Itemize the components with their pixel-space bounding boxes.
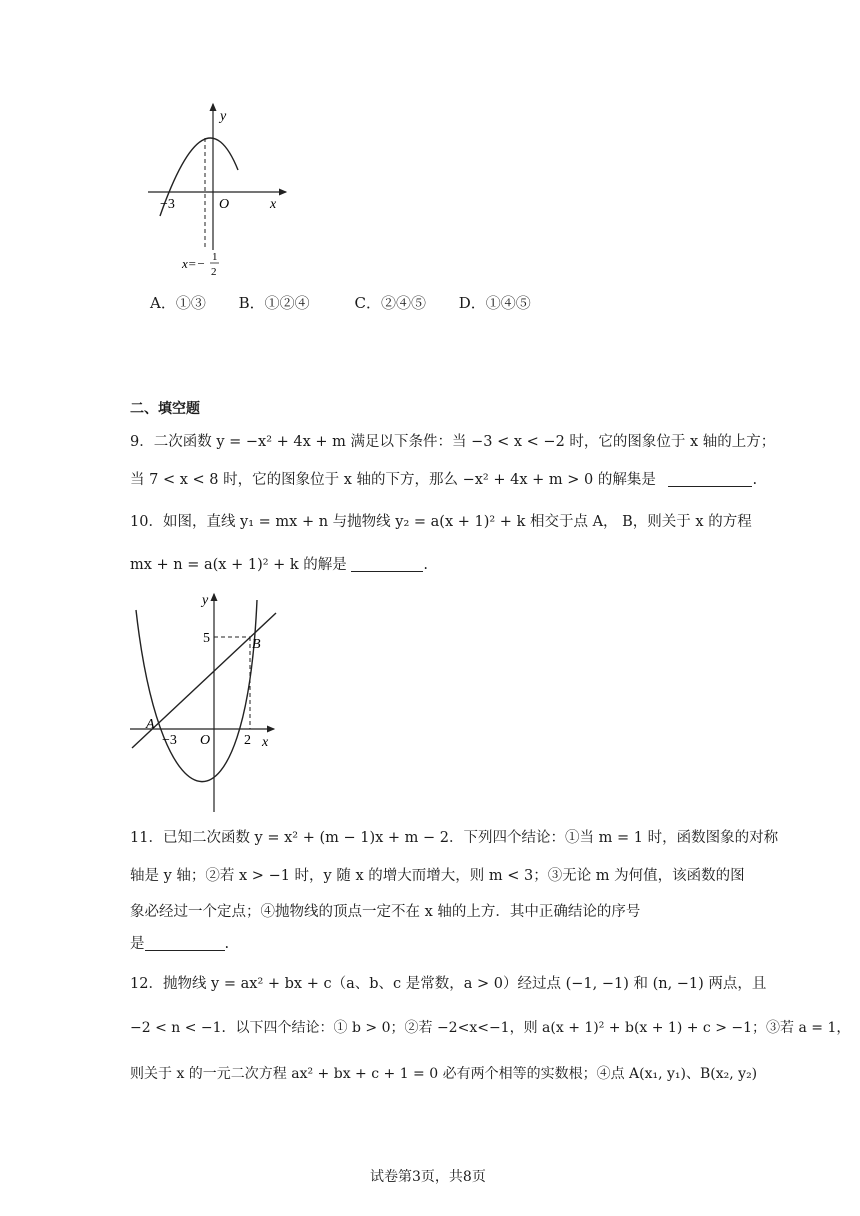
q10-line-2: mx + n = a(x + 1)² + k 的解是 . (130, 557, 429, 573)
tick-label-neg3: −3 (162, 733, 177, 748)
axis-equation-denominator: 2 (211, 266, 217, 278)
q11-line-3: 象必经过一个定点；④抛物线的顶点一定不在 x 轴的上方．其中正确结论的序号 (130, 904, 641, 920)
y-axis-label: y (220, 109, 227, 124)
q12-line-1: 12．抛物线 y = ax² + bx + c（a、b、c 是常数，a > 0）经过点 (−1, −1) 和 (n, −1) 两点，且 (130, 976, 767, 992)
q9-line-1: 9．二次函数 y = −x² + 4x + m 满足以下条件：当 −3 < x < −2 时，它的图象位于 x 轴的上方； (130, 434, 776, 450)
axis-equation-numerator: 1 (212, 251, 218, 263)
tick-label-5: 5 (203, 631, 210, 646)
answer-blank (145, 936, 225, 951)
parabola-curve (136, 600, 257, 782)
page-footer: 试卷第3页，共8页 (370, 1169, 486, 1185)
tick-label-neg3: −3 (160, 197, 175, 212)
point-a-label: A (146, 717, 155, 732)
q12-line-2: −2 < n < −1．以下四个结论：① b > 0；②若 −2<x<−1，则 a(x + 1)² + b(x + 1) + c > −1；③若 a = 1， (130, 1020, 851, 1036)
answer-blank (668, 472, 752, 487)
axis-equation-label: x=− (182, 256, 206, 271)
x-axis-label: x (270, 197, 277, 212)
q8-options (150, 292, 559, 313)
q11-line-2: 轴是 y 轴；②若 x > −1 时，y 随 x 的增大而增大，则 m < 3；③无论 m 为何值，该函数的图 (130, 868, 745, 884)
tick-label-2: 2 (244, 733, 251, 748)
section-heading: 二、填空题 (130, 401, 200, 417)
q9-line-2: 当 7 < x < 8 时，它的图象位于 x 轴的下方，那么 −x² + 4x + m > 0 的解集是 . (130, 472, 758, 488)
q12-line-3: 则关于 x 的一元二次方程 ax² + bx + c + 1 = 0 必有两个相等的实数根；④点 A(x₁, y₁)、B(x₂, y₂) (130, 1066, 758, 1082)
y-axis-label: y (202, 593, 209, 608)
option-b: B．①②④ (238, 294, 310, 312)
x-axis-label: x (262, 735, 269, 750)
q11-line-1: 11．已知二次函数 y = x² + (m − 1)x + m − 2．下列四个结论：①当 m = 1 时，函数图象的对称 (130, 830, 779, 846)
q11-line-4: 是 . (130, 936, 230, 952)
option-c: C．②④⑤ (354, 294, 426, 312)
origin-label: O (200, 733, 211, 748)
line-parabola-graph (126, 588, 282, 814)
option-a: A．①③ (150, 294, 206, 312)
option-d: D．①④⑤ (458, 294, 531, 312)
answer-blank (351, 557, 423, 572)
point-b-label: B (252, 637, 261, 652)
parabola-graph-1 (140, 98, 300, 283)
q10-line-1: 10．如图，直线 y₁ = mx + n 与抛物线 y₂ = a(x + 1)² + k 相交于点 A， B，则关于 x 的方程 (130, 514, 752, 530)
origin-label: O (219, 197, 230, 212)
